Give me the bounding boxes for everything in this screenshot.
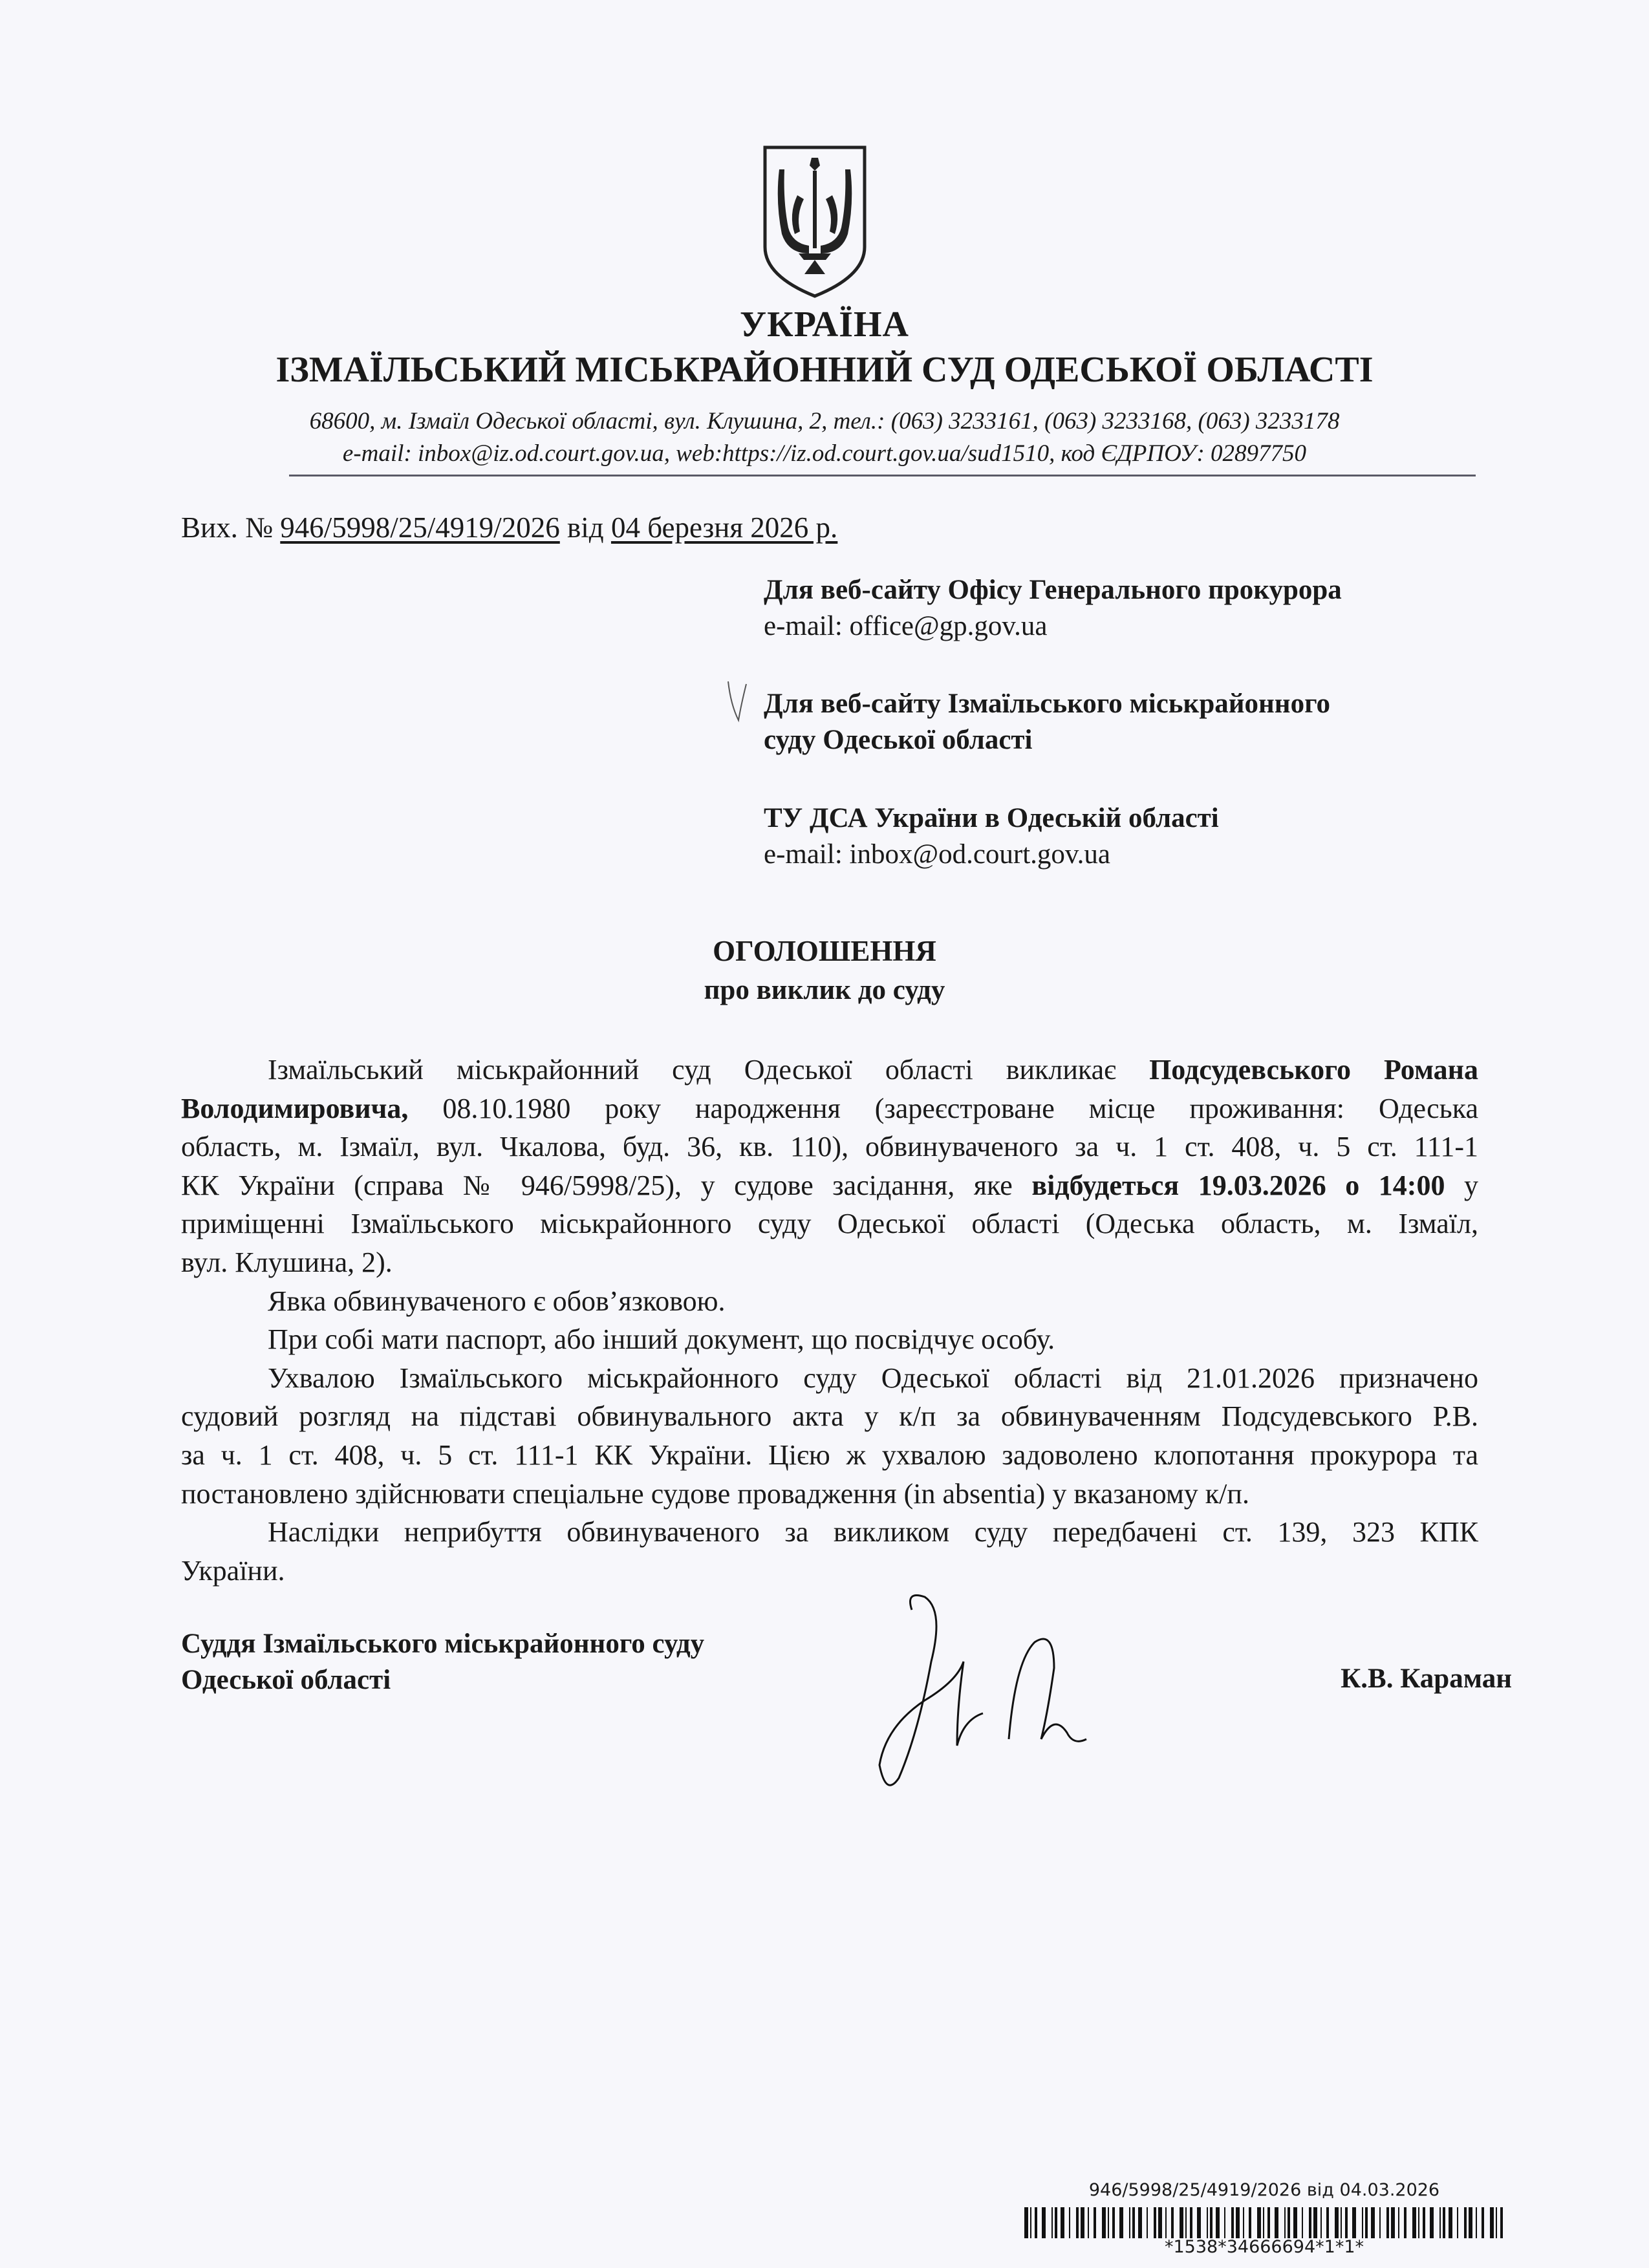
barcode-bar (1042, 2207, 1046, 2238)
barcode-bar (1418, 2207, 1419, 2238)
barcode-bar (1207, 2207, 1208, 2238)
barcode-bar (1412, 2207, 1416, 2238)
barcode-bar (1154, 2207, 1156, 2238)
country-name: УКРАЇНА (740, 305, 909, 345)
barcode-bar (1352, 2207, 1356, 2238)
coat-of-arms-trident-icon (760, 144, 870, 299)
announcement-body (181, 1051, 1478, 1590)
recipient-name: Для веб-сайту Офісу Генерального прокурора (764, 575, 1342, 605)
barcode-bar (1341, 2207, 1342, 2238)
barcode-bar (1158, 2207, 1162, 2238)
body-text: Ізмаїльський міськрайонний суд Одеської області викликає (268, 1054, 1150, 1086)
body-text: КК України (справа № 946/5998/25), у судове засідання, яке (181, 1169, 1032, 1201)
handwritten-check-mark-icon (724, 679, 750, 724)
recipient-email: e-mail: office@gp.gov.ua (764, 611, 1048, 641)
body-text: судовий розгляд на підставі обвинувального акта у к/п за обвинуваченням Подсудевського Р.В. (181, 1400, 1478, 1433)
barcode-bar (1490, 2207, 1494, 2238)
recipient-dsa (764, 800, 1219, 873)
barcode-bar (1171, 2207, 1174, 2238)
body-line (181, 1513, 1478, 1552)
barcode-bar (1165, 2207, 1167, 2238)
recipient-name-cont: суду Одеської області (764, 725, 1033, 755)
body-text: 08.10.1980 року народження (зареєстроване місце проживання: Одеська (408, 1092, 1478, 1124)
recipient-name: ТУ ДСА України в Одеській області (764, 803, 1219, 833)
outgoing-number-line (181, 511, 837, 544)
barcode-bar (1190, 2207, 1192, 2238)
body-text-bold: Подсудевського Романа (1149, 1054, 1478, 1086)
body-text-bold: відбудеться 19.03.2026 о 14:00 (1031, 1169, 1445, 1201)
barcode-bar (1313, 2207, 1317, 2238)
body-text: України. (181, 1554, 285, 1587)
barcode-bar (1030, 2207, 1031, 2238)
body-text: приміщенні Ізмаїльського міськрайонного суду Одеської області (Одеська область, м. Ізмаїл, (181, 1208, 1478, 1240)
barcode-bar (1439, 2207, 1441, 2238)
recipient-email: e-mail: inbox@od.court.gov.ua (764, 839, 1110, 870)
recipient-court-website (764, 686, 1330, 758)
barcode-bar (1496, 2207, 1497, 2238)
body-line (181, 1204, 1478, 1243)
barcode-bar (1055, 2207, 1057, 2238)
barcode-bar (1081, 2207, 1084, 2238)
announcement-subtitle: про виклик до суду (704, 975, 945, 1005)
barcode-bar (1386, 2207, 1389, 2238)
barcode-bar (1231, 2207, 1234, 2238)
outgoing-prefix: Вих. № (181, 511, 281, 544)
barcode-bar (1457, 2207, 1458, 2238)
barcode-bar (1293, 2207, 1297, 2238)
court-address: 68600, м. Ізмаїл Одеської області, вул. Клушина, 2, тел.: (063) 3233161, (063) 3233168, (063) 3233178 (309, 408, 1340, 434)
body-line (181, 1436, 1478, 1475)
body-line (181, 1089, 1478, 1128)
body-line (181, 1051, 1478, 1089)
barcode-bar (1210, 2207, 1212, 2238)
body-line (181, 1552, 1478, 1590)
body-text: Явка обвинуваченого є обов’язковою. (268, 1285, 726, 1317)
barcode-bar (1391, 2207, 1395, 2238)
barcode-bar (1263, 2207, 1264, 2238)
barcode-bar (1061, 2207, 1064, 2238)
body-line (181, 1243, 1478, 1282)
barcode-bar (1129, 2207, 1130, 2238)
barcode-bar (1284, 2207, 1286, 2238)
court-contacts: e-mail: inbox@iz.od.court.gov.ua, web:https://iz.od.court.gov.ua/sud1510, код ЄДРПОУ: 02897750 (342, 440, 1307, 467)
barcode-bar (1138, 2207, 1142, 2238)
barcode-bar (1024, 2207, 1028, 2238)
barcode-bar (1335, 2207, 1339, 2238)
barcode-bar (1051, 2207, 1053, 2238)
barcode-bar (1464, 2207, 1467, 2238)
barcode-bar (1267, 2207, 1270, 2238)
barcode-bar (1132, 2207, 1135, 2238)
outgoing-number: 946/5998/25/4919/2026 (280, 511, 560, 544)
barcode-bar (1216, 2207, 1220, 2238)
barcode-bar (1275, 2207, 1278, 2238)
recipient-name: Для веб-сайту Ізмаїльського міськрайонного (764, 689, 1331, 719)
body-text: за ч. 1 ст. 408, ч. 5 ст. 111-1 КК України. Цією ж ухвалою задоволено клопотання прокурора та (181, 1439, 1478, 1471)
judge-name: К.В. Караман (1341, 1664, 1512, 1694)
judge-position-line1: Суддя Ізмаїльського міськрайонного суду (181, 1629, 705, 1659)
barcode-bar (1094, 2207, 1096, 2238)
barcode-bar (1069, 2207, 1070, 2238)
barcode-bar (1500, 2207, 1503, 2238)
body-line (181, 1475, 1478, 1514)
barcode-bar (1236, 2207, 1240, 2238)
barcode-bar (1224, 2207, 1225, 2238)
barcode-bar (1345, 2207, 1348, 2238)
judge-position-line2: Одеської області (181, 1665, 391, 1695)
barcode-bar (1320, 2207, 1322, 2238)
outgoing-from: від (559, 511, 611, 544)
body-line (181, 1359, 1478, 1398)
barcode-bar (1302, 2207, 1303, 2238)
barcode-icon (1024, 2207, 1504, 2238)
barcode-bar (1076, 2207, 1079, 2238)
barcode-bar (1326, 2207, 1329, 2238)
barcode-bar (1035, 2207, 1037, 2238)
body-line (181, 1397, 1478, 1436)
barcode-bar (1365, 2207, 1368, 2238)
outgoing-date: 04 березня 2026 р. (610, 511, 838, 544)
body-text: Наслідки неприбуття обвинуваченого за викликом суду передбачені ст. 139, 323 КПК (268, 1516, 1478, 1548)
announcement-title: ОГОЛОШЕННЯ (713, 935, 936, 967)
barcode-bar (1482, 2207, 1484, 2238)
barcode-bar (1423, 2207, 1425, 2238)
barcode-number: *1538*34666694*1*1* (1165, 2237, 1364, 2257)
handwritten-signature-icon (860, 1584, 1132, 1797)
barcode-bar (1288, 2207, 1290, 2238)
body-text-bold: Володимировича, (181, 1092, 409, 1124)
barcode-bar (1443, 2207, 1445, 2238)
barcode-bar (1108, 2207, 1109, 2238)
body-text: область, м. Ізмаїл, вул. Чкалова, буд. 36, кв. 110), обвинуваченого за ч. 1 ст. 408, ч. 5 ст. 111-1 (181, 1131, 1478, 1163)
barcode-bar (1398, 2207, 1399, 2238)
barcode-bar (1309, 2207, 1311, 2238)
barcode-bar (1088, 2207, 1089, 2238)
barcode-bar (1362, 2207, 1363, 2238)
barcode-bar (1102, 2207, 1106, 2238)
body-text: Ухвалою Ізмаїльського міськрайонного суду Одеської області від 21.01.2026 призначено (268, 1362, 1478, 1394)
barcode-bar (1404, 2207, 1406, 2238)
body-line (181, 1166, 1478, 1205)
barcode-bar (1119, 2207, 1123, 2238)
header-divider (289, 475, 1476, 476)
barcode-bar (1197, 2207, 1201, 2238)
body-text: При собі мати паспорт, або інший документ, що посвідчує особу. (268, 1323, 1055, 1356)
barcode-bar (1243, 2207, 1244, 2238)
barcode-bar (1449, 2207, 1452, 2238)
barcode-bar (1371, 2207, 1375, 2238)
barcode-bar (1379, 2207, 1381, 2238)
barcode-bar (1112, 2207, 1115, 2238)
body-line (181, 1282, 1478, 1321)
recipient-prosecutor (764, 572, 1342, 645)
barcode-caption: 946/5998/25/4919/2026 від 04.03.2026 (1088, 2180, 1440, 2200)
body-text: постановлено здійснювати спеціальне судове провадження (in absentia) у вказаному к/п. (181, 1477, 1249, 1510)
body-text: у (1445, 1169, 1479, 1201)
barcode-bar (1430, 2207, 1434, 2238)
barcode-bar (1185, 2207, 1187, 2238)
court-name: ІЗМАЇЛЬСЬКИЙ МІСЬКРАЙОННИЙ СУД ОДЕСЬКОЇ ОБЛАСТІ (275, 350, 1374, 390)
barcode-bar (1180, 2207, 1183, 2238)
barcode-bar (1469, 2207, 1472, 2238)
body-line (181, 1128, 1478, 1166)
body-text: вул. Клушина, 2). (181, 1246, 393, 1278)
body-line (181, 1320, 1478, 1359)
barcode-bar (1147, 2207, 1148, 2238)
barcode-bar (1249, 2207, 1251, 2238)
barcode-bar (1476, 2207, 1477, 2238)
barcode-bar (1257, 2207, 1261, 2238)
